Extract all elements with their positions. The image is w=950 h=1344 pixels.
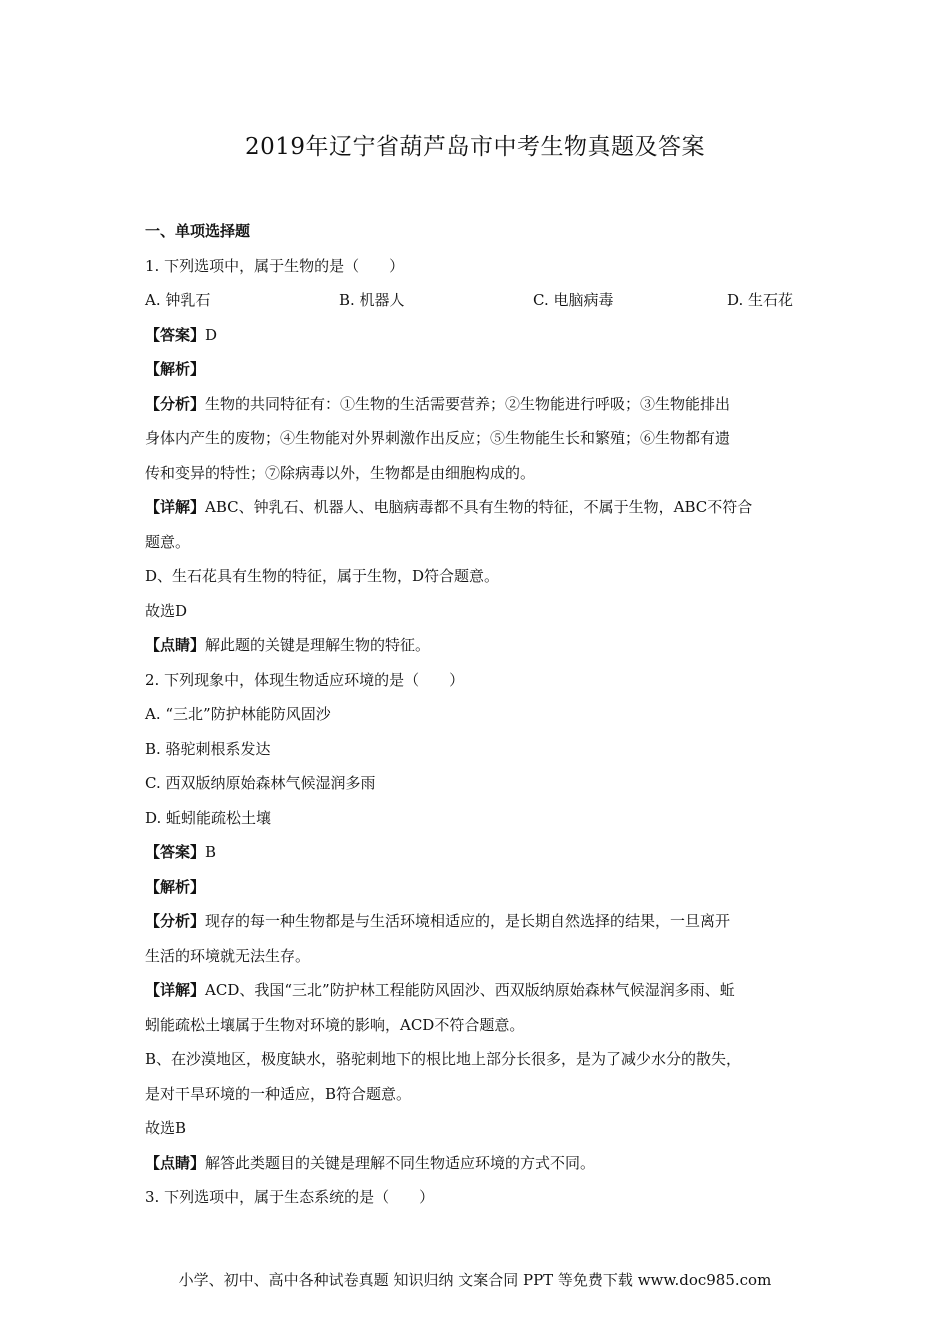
analysis-label: 【解析】: [145, 877, 206, 896]
question-1-options: [145, 283, 810, 318]
section-heading: 一、单项选择题: [145, 222, 251, 240]
analysis-label: 【解析】: [145, 360, 206, 378]
q1-analysis-line-2: 身体内产生的废物；④生物能对外界刺激作出反应；⑤生物能生长和繁殖；⑥生物都有遗: [145, 429, 731, 447]
option-b: B. 机器人: [339, 291, 405, 309]
q2-analysis-line-1: 【分析】现存的每一种生物都是与生活环境相适应的，是长期自然选择的结果，一旦离开: [145, 912, 731, 930]
q1-analysis-line-3: 传和变异的特性；⑦除病毒以外，生物都是由细胞构成的。: [145, 463, 536, 482]
q1-detail-line-4: 故选D: [145, 601, 188, 620]
q2-detail-line-5: 故选B: [145, 1119, 187, 1137]
q1-analysis-line-1: 【分析】生物的共同特征有：①生物的生活需要营养；②生物能进行呼吸；③生物能排出: [145, 394, 731, 413]
document-body: [145, 214, 810, 1215]
q1-detail-line-3: D、生石花具有生物的特征，属于生物，D符合题意。: [145, 567, 500, 585]
q2-option-c: C. 西双版纳原始森林气候湿润多雨: [145, 774, 376, 792]
q2-option-d: D. 蚯蚓能疏松土壤: [145, 808, 272, 827]
page-title: 2019年辽宁省葫芦岛市中考生物真题及答案: [244, 134, 706, 160]
answer-value: D: [205, 325, 218, 344]
question-1-stem: 1. 下列选项中，属于生物的是（ ）: [145, 256, 405, 275]
question-2-stem: 2. 下列现象中，体现生物适应环境的是（ ）: [145, 670, 465, 689]
q1-key-point: 【点睛】解此题的关键是理解生物的特征。: [145, 636, 431, 654]
question-2-answer: 【答案】B: [145, 843, 217, 861]
q2-option-b: B. 骆驼刺根系发达: [145, 739, 271, 758]
q2-detail-line-2: 蚓能疏松土壤属于生物对环境的影响，ACD不符合题意。: [145, 1015, 525, 1034]
answer-value: B: [205, 843, 217, 861]
q2-analysis-line-2: 生活的环境就无法生存。: [145, 946, 311, 965]
q2-option-a: A. “三北”防护林能防风固沙: [145, 705, 331, 723]
q1-detail-line-1: 【详解】ABC、钟乳石、机器人、电脑病毒都不具有生物的特征，不属于生物，ABC不符合: [145, 498, 753, 516]
page-footer: 小学、初中、高中各种试卷真题 知识归纳 文案合同 PPT 等免费下载 www.doc985.com: [178, 1271, 772, 1289]
q2-detail-line-4: 是对干旱环境的一种适应，B符合题意。: [145, 1084, 412, 1103]
q2-detail-line-3: B、在沙漠地区，极度缺水，骆驼刺地下的根比地上部分长很多，是为了减少水分的散失，: [145, 1050, 742, 1068]
q1-detail-line-2: 题意。: [145, 532, 191, 551]
option-a: A. 钟乳石: [145, 291, 211, 309]
q2-key-point: 【点睛】解答此类题目的关键是理解不同生物适应环境的方式不同。: [145, 1153, 596, 1172]
question-1-answer: 【答案】D: [145, 325, 218, 344]
option-d: D. 生石花: [727, 291, 794, 309]
q2-detail-line-1: 【详解】ACD、我国“三北”防护林工程能防风固沙、西双版纳原始森林气候湿润多雨、蚯: [145, 981, 735, 999]
option-c: C. 电脑病毒: [533, 291, 614, 309]
question-3-stem: 3. 下列选项中，属于生态系统的是（ ）: [145, 1188, 435, 1206]
